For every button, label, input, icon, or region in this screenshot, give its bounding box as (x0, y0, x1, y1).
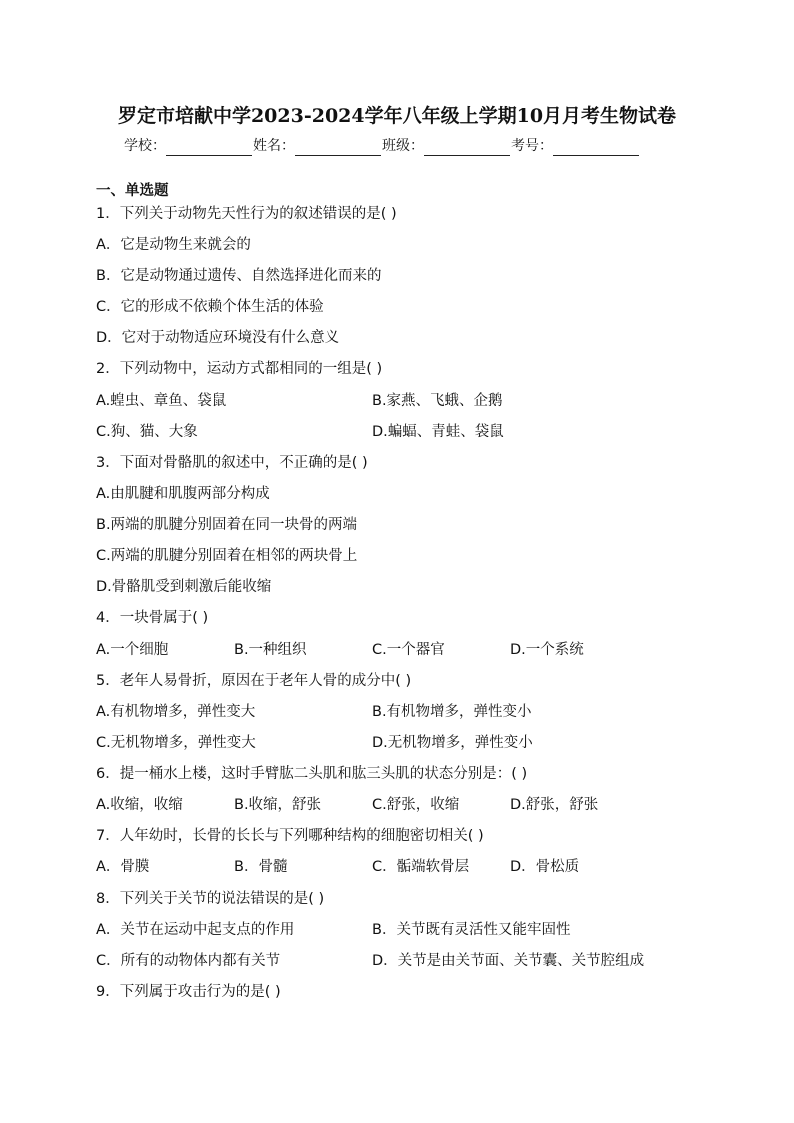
question-stem: 1．下列关于动物先天性行为的叙述错误的是( ) (96, 206, 397, 222)
class-blank (424, 141, 510, 156)
question-option: C．所有的动物体内都有关节 (96, 953, 281, 969)
question-stem: 3．下面对骨骼肌的叙述中，不正确的是( ) (96, 455, 368, 471)
question-option: D．关节是由关节面、关节囊、关节腔组成 (372, 953, 645, 969)
question-option: C.舒张，收缩 (372, 797, 460, 813)
question-stem: 6．提一桶水上楼，这时手臂肱二头肌和肱三头肌的状态分别是：( ) (96, 766, 528, 782)
question-option: A.收缩，收缩 (96, 797, 183, 813)
question-stem: 5．老年人易骨折，原因在于老年人骨的成分中( ) (96, 673, 412, 689)
question-option: D．骨松质 (510, 859, 580, 875)
question-stem: 8．下列关于关节的说法错误的是( ) (96, 891, 325, 907)
name-blank (295, 141, 381, 156)
school-label: 学校： (124, 138, 166, 154)
question-option: A．关节在运动中起支点的作用 (96, 922, 295, 938)
number-blank (553, 141, 639, 156)
question-option: A.蝗虫、章鱼、袋鼠 (96, 393, 227, 409)
question-stem: 2．下列动物中，运动方式都相同的一组是( ) (96, 361, 383, 377)
question-option: C．骺端软骨层 (372, 859, 470, 875)
class-label: 班级： (382, 138, 424, 154)
question-option: B．骨髓 (234, 859, 288, 875)
question-option: B．关节既有灵活性又能牢固性 (372, 922, 571, 938)
question-option: A.有机物增多，弹性变大 (96, 704, 256, 720)
question-option: C.一个器官 (372, 642, 445, 658)
question-option: B.两端的肌腱分别固着在同一块骨的两端 (96, 517, 358, 533)
question-option: B．它是动物通过遗传、自然选择进化而来的 (96, 268, 382, 284)
question-option: B.一种组织 (234, 642, 307, 658)
question-option: A．骨膜 (96, 859, 150, 875)
student-info-line (124, 136, 640, 156)
question-option: C．它的形成不依赖个体生活的体验 (96, 299, 324, 315)
question-option: B.有机物增多，弹性变小 (372, 704, 532, 720)
exam-title: 罗定市培献中学2023-2024学年八年级上学期10月月考生物试卷 (117, 105, 677, 127)
question-stem: 7．人年幼时，长骨的长长与下列哪种结构的细胞密切相关( ) (96, 828, 484, 844)
name-label: 姓名： (253, 138, 295, 154)
question-option: D.无机物增多，弹性变小 (372, 735, 533, 751)
question-stem: 9．下列属于攻击行为的是( ) (96, 984, 281, 1000)
question-option: C.两端的肌腱分别固着在相邻的两块骨上 (96, 548, 358, 564)
number-label: 考号： (511, 138, 553, 154)
question-option: D.舒张，舒张 (510, 797, 599, 813)
question-option: D.骨骼肌受到刺激后能收缩 (96, 579, 272, 595)
school-blank (166, 141, 252, 156)
section-heading: 一、单选题 (96, 183, 169, 199)
question-stem: 4．一块骨属于( ) (96, 610, 209, 626)
question-option: B.收缩，舒张 (234, 797, 322, 813)
question-option: C.狗、猫、大象 (96, 424, 198, 440)
question-option: D．它对于动物适应环境没有什么意义 (96, 330, 340, 346)
question-option: B.家燕、飞蛾、企鹅 (372, 393, 503, 409)
question-option: A.由肌腱和肌腹两部分构成 (96, 486, 270, 502)
question-option: D.一个系统 (510, 642, 584, 658)
question-option: A．它是动物生来就会的 (96, 237, 251, 253)
question-option: D.蝙蝠、青蛙、袋鼠 (372, 424, 504, 440)
question-option: C.无机物增多，弹性变大 (96, 735, 256, 751)
question-option: A.一个细胞 (96, 642, 169, 658)
